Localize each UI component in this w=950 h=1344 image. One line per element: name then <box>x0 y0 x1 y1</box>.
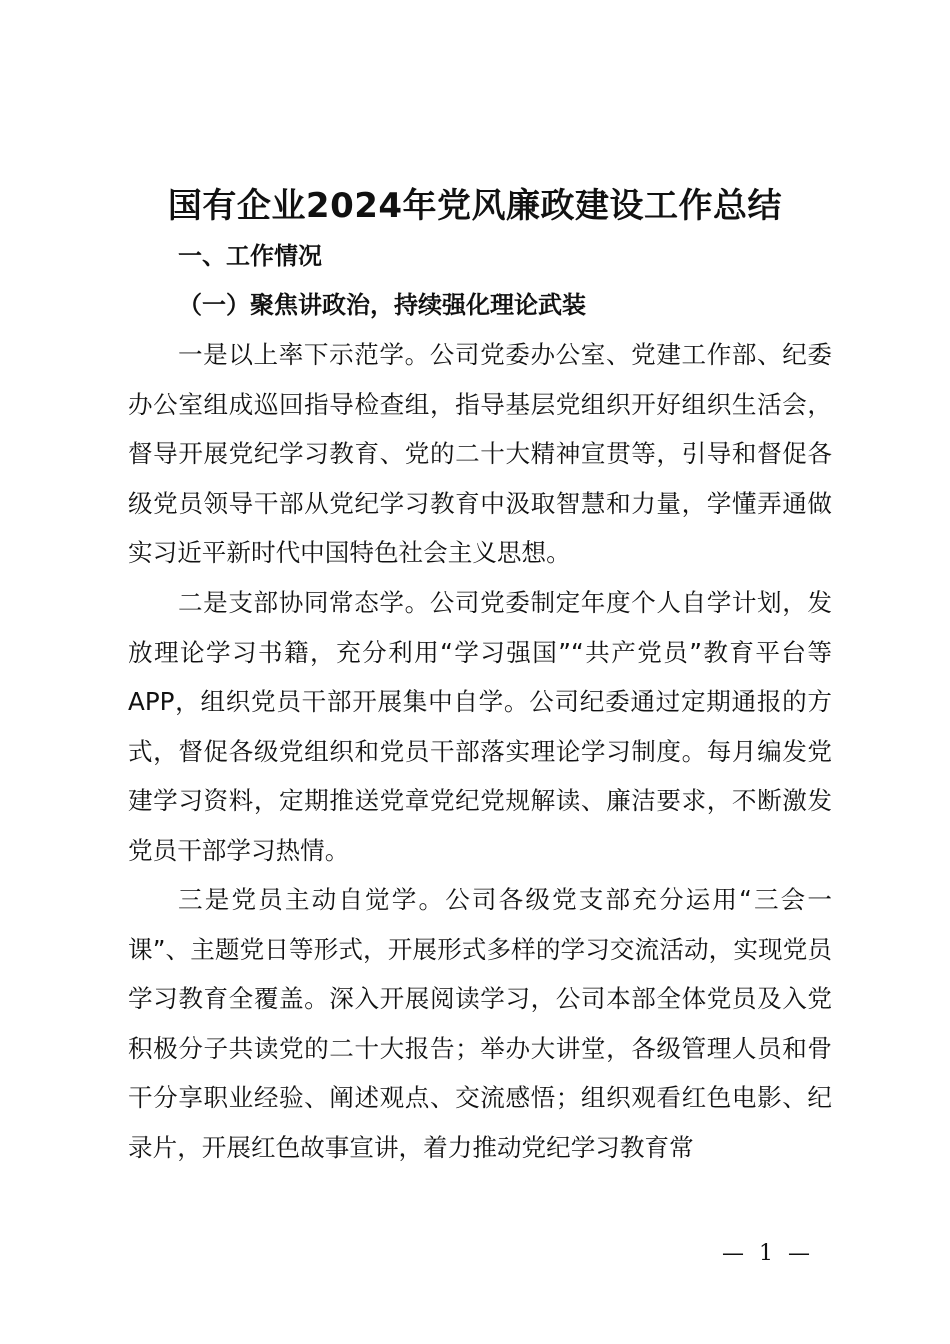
paragraph-1: 一是以上率下示范学。公司党委办公室、党建工作部、纪委办公室组成巡回指导检查组，指导基层党组织开好组织生活会，督导开展党纪学习教育、党的二十大精神宣贯等，引导和督促各级党员领导干部从党纪学习教育中汲取智慧和力量，学懂弄通做实习近平新时代中国特色社会主义思想。 <box>128 340 832 567</box>
subsection-heading: （一）聚焦讲政治，持续强化理论武装 <box>178 291 586 319</box>
section-heading: 一、工作情况 <box>178 242 322 270</box>
paragraph-3: 三是党员主动自觉学。公司各级党支部充分运用“三会一课”、主题党日等形式，开展形式多样的学习交流活动，实现党员学习教育全覆盖。深入开展阅读学习，公司本部全体党员及入党积极分子共读党的二十大报告；举办大讲堂，各级管理人员和骨干分享职业经验、阐述观点、交流感悟；组织观看红色电影、纪录片，开展红色故事宣讲，着力推动党纪学习教育常 <box>128 885 832 1162</box>
page-number: — 1 — <box>722 1241 814 1266</box>
paragraph-2: 二是支部协同常态学。公司党委制定年度个人自学计划，发放理论学习书籍，充分利用“学习强国”“共产党员”教育平台等APP，组织党员干部开展集中自学。公司纪委通过定期通报的方式，督促各级党组织和党员干部落实理论学习制度。每月编发党建学习资料，定期推送党章党纪党规解读、廉洁要求，不断激发党员干部学习热情。 <box>128 588 832 865</box>
document-title: 国有企业2024年党风廉政建设工作总结 <box>167 186 783 226</box>
